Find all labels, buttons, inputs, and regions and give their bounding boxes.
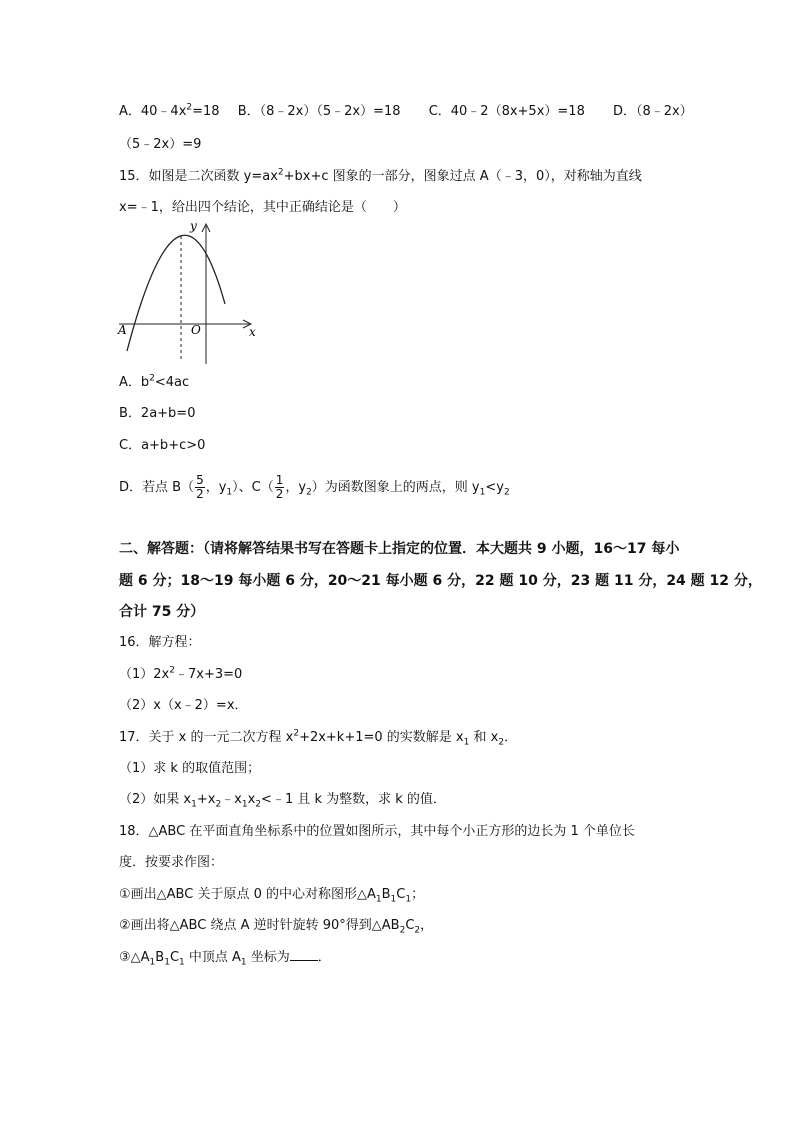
fraction-five-halves: $\frac{5}{2}$ <box>196 473 204 501</box>
parabola-curve <box>127 235 225 351</box>
q17-stem: 17．关于 x 的一元二次方程 $x^2+2x+k+1=0$ 的实数解是 $x_1$ 和 $x_2$． <box>119 728 518 748</box>
parabola-graph <box>117 220 259 366</box>
section-2-heading-line-3: 合计 75 分） <box>119 604 205 620</box>
point-a-label: A <box>118 323 127 337</box>
parabola-graph-svg <box>117 220 259 366</box>
q14-option-c: C．40﹣2（8x+5x）=18 <box>428 104 585 119</box>
q15-option-d: D．若点 B（ $\frac{5}{2}$ ，$y_1$）、C（ $\frac{1}{2}$ ，$y_2$）为函数图象上的两点，则 $y_1<y_2$ <box>119 473 510 501</box>
q18-item-3: $③\triangle A_1B_1C_1$ 中顶点 $A_1$ 坐标为 ． <box>119 950 331 968</box>
q14-option-d: D．（8﹣2x） <box>612 104 693 119</box>
y-axis-label: y <box>190 220 197 233</box>
q15-option-b: B．2a+b=0 <box>119 406 196 421</box>
q18-stem-line-2: 度．按要求作图： <box>119 855 224 870</box>
q14-options-line-1 <box>119 103 693 121</box>
q16-title: 16．解方程： <box>119 635 201 650</box>
q18-stem-line-1: 18．△ABC 在平面直角坐标系中的位置如图所示，其中每个小正方形的边长为 1 个单位长 <box>119 824 635 839</box>
q18-item-1: ①画出△ABC 关于原点 0 的中心对称图形$\triangle A_1B_1C_1$； <box>119 887 425 905</box>
section-2-heading-line-1: 二、解答题：（请将解答结果书写在答题卡上指定的位置．本大题共 9 小题，16～17 每小 <box>119 541 680 557</box>
q15-stem-line-1: 15．如图是二次函数 $y=ax^2+bx+c$ 图象的一部分，图象过点 A（﹣3，0），对称轴为直线 <box>119 167 642 184</box>
q15-option-c: C．a+b+c>0 <box>119 438 206 453</box>
q18-item-2: ②画出将△ABC 绕点 A 逆时针旋转 90°得到$\triangle AB_2C_2$， <box>119 918 434 936</box>
q17-part-2: （2）如果 $x_1+x_2﹣x_1x_2<﹣1$ 且 k 为整数，求 k 的值． <box>119 792 446 810</box>
origin-label: O <box>191 323 201 337</box>
q17-part-1: （1）求 k 的取值范围； <box>119 761 261 776</box>
q14-option-b: B．（8﹣2x）（5﹣2x）=18 <box>237 104 401 119</box>
q15-stem-line-2: x=﹣1，给出四个结论，其中正确结论是（ ） <box>119 200 406 215</box>
section-2-heading-line-2: 题 6 分；18～19 每小题 6 分，20～21 每小题 6 分，22 题 10 分，23 题 11 分，24 题 12 分， <box>119 573 762 589</box>
x-axis-label: x <box>249 325 256 339</box>
q14-option-a: A．$40﹣4x^2=18$ <box>119 102 220 119</box>
answer-blank <box>290 948 318 961</box>
q16-part-1: $(1)2x^2﹣7x+3=0$ <box>119 665 243 682</box>
fraction-one-half: $\frac{1}{2}$ <box>275 473 284 501</box>
q14-option-d-continued: （5﹣2x）=9 <box>119 137 202 152</box>
q15-option-a: A．$b^2<4ac$ <box>119 373 190 390</box>
q16-part-2: （2）x（x﹣2）=x． <box>119 698 248 713</box>
